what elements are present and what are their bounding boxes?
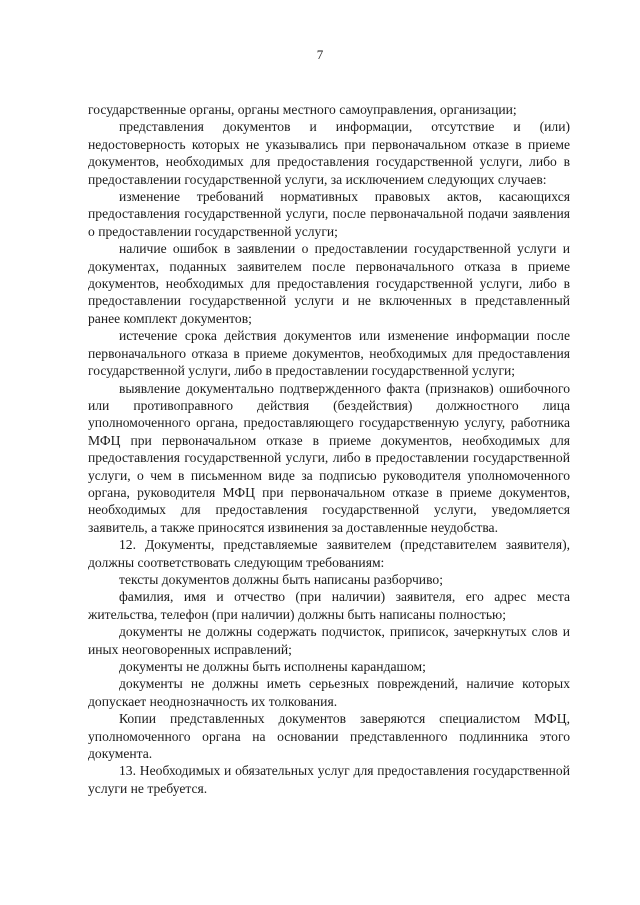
paragraph: фамилия, имя и отчество (при наличии) заявителя, его адрес места жительства, телефон (при наличии) должны быть написаны полностью; [88,589,570,622]
paragraph: представления документов и информации, отсутствие и (или) недостоверность которых не указывались при первоначальном отказе в приеме документов, необходимых для предоставления государственной услуги, либо в предоставлении государственной услуги, за исключением следующих случаев: [88,119,570,187]
paragraph: истечение срока действия документов или изменение информации после первоначального отказа в приеме документов, необходимых для предоставления государственной услуги, либо в предоставлении государственной услуги; [88,328,570,379]
paragraph: тексты документов должны быть написаны разборчиво; [119,571,443,587]
paragraph: документы не должны быть исполнены карандашом; [119,659,426,674]
paragraph: наличие ошибок в заявлении о предоставлении государственной услуги и документах, поданных заявителем после первоначального отказа в приеме документов, необходимых для предоставления государственной услуги, либо в предоставлении государственной услуги и не включенных в представленный ранее комплект документов; [88,241,570,326]
document-body [88,101,570,797]
page-number: 7 [316,47,324,62]
paragraph: изменение требований нормативных правовых актов, касающихся предоставления государственной услуги, после первоначальной подачи заявления о предоставлении государственной услуги; [88,189,570,239]
paragraph: документы не должны содержать подчисток, приписок, зачеркнутых слов и иных неоговоренных исправлений; [88,624,570,657]
paragraph: документы не должны иметь серьезных повреждений, наличие которых допускает неоднозначность их толкования. [88,676,570,709]
paragraph: Копии представленных документов заверяются специалистом МФЦ, уполномоченного органа на основании представленного подлинника этого документа. [88,711,570,762]
paragraph: 13. Необходимых и обязательных услуг для предоставления государственной услуги не требуется. [88,763,570,796]
paragraph: выявление документально подтвержденного факта (признаков) ошибочного или противоправного действия (бездействия) должностного лица уполномоченного органа, предоставляющего государственную услугу, работника МФЦ при первоначальном отказе в приеме документов, необходимых для предоставления государственной услуги, либо в предоставлении государственной услуги, о чем в письменном виде за подписью руководителя уполномоченного органа, руководителя МФЦ при первоначальном отказе в приеме документов, необходимых для предоставления государственной услуги, уведомляется заявитель, а также приносятся извинения за доставленные неудобства. [88,380,570,535]
paragraph: государственные органы, органы местного самоуправления, организации; [88,102,517,117]
paragraph: 12. Документы, представляемые заявителем (представителем заявителя), должны соответствовать следующим требованиям: [88,537,570,570]
